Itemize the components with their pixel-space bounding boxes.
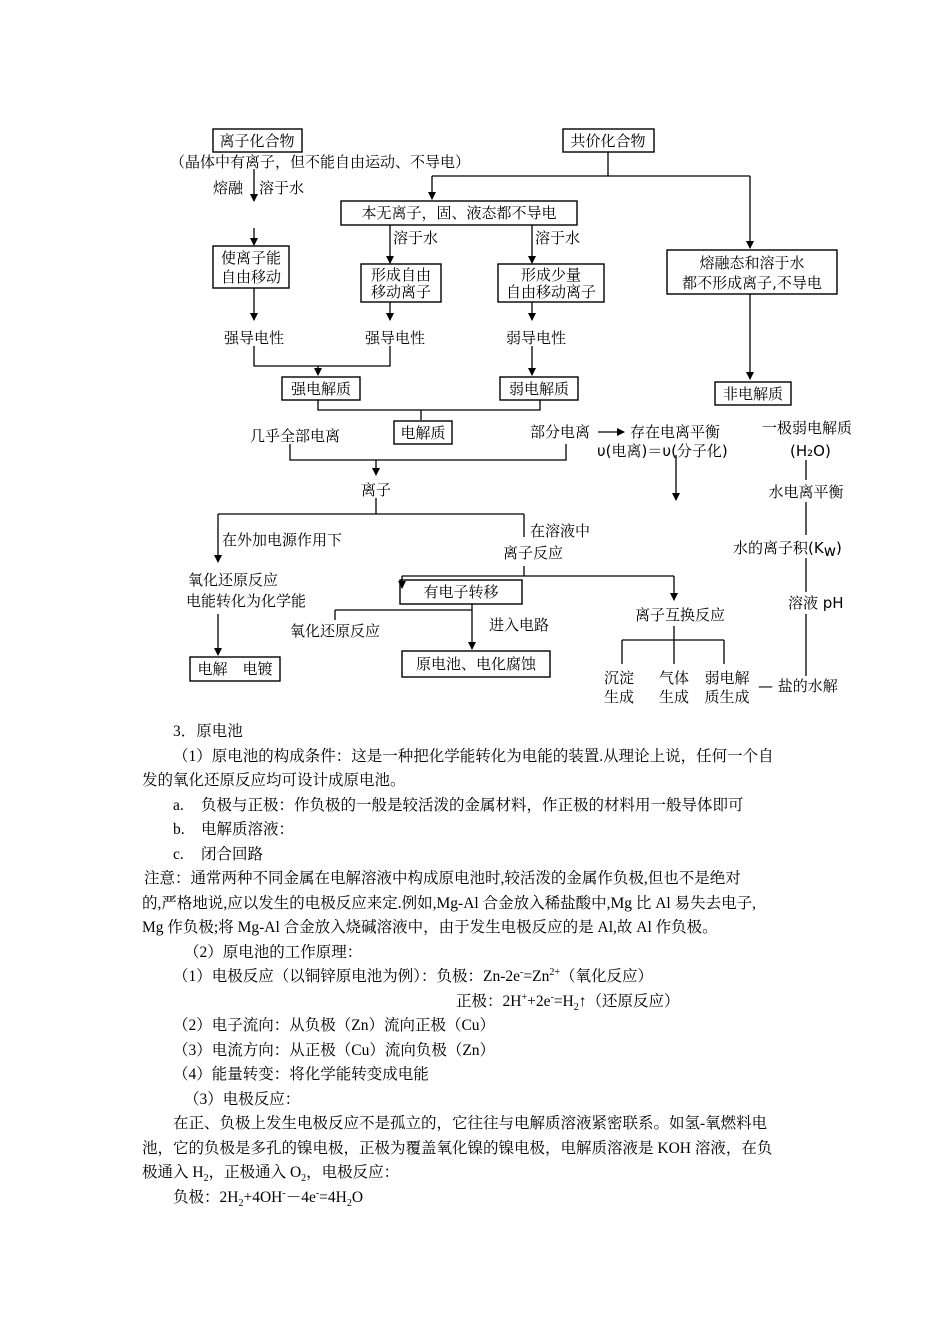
list-marker-c: c. (173, 845, 184, 863)
in-solution-label: 在溶液中 (530, 522, 591, 540)
dissolve-label-c: 溶于水 (535, 229, 581, 247)
f-sub2: 2 (346, 1197, 352, 1209)
r2-prefix: 正极：2H (456, 992, 522, 1010)
negative-electrode-reaction (142, 1186, 822, 1211)
electron-flow-line: （2）电子流向：从负极（Zn）流向正极（Cu） (173, 1017, 496, 1034)
r1-sup2: 2+ (549, 966, 560, 978)
ion-reaction-label: 离子反应 (502, 544, 564, 562)
f-b: +4OH (243, 1188, 283, 1206)
list-text-c: 闭合回路 (201, 845, 264, 863)
note-line2: 的,严格地说,应以发生的电极反应来定.例如,Mg-Al 合金放入稀盐酸中,Mg 比 Al 易失去电子, (142, 894, 756, 912)
list-item-a (142, 794, 822, 819)
list-text-b: 电解质溶液： (201, 821, 295, 838)
solution-ph-label: 溶液 pH (788, 594, 844, 612)
ionic-product-end: ) (835, 539, 842, 557)
r2-sub: 2 (573, 1001, 579, 1013)
redox-label-1: 氧化还原反应 (187, 571, 279, 589)
form-free-line2: 移动离子 (370, 283, 432, 301)
gas-line1: 气体 (658, 669, 690, 687)
weak-generate-line1: 弱电解 (704, 669, 750, 687)
dissolve-label-a: 溶于水 (259, 179, 305, 197)
p1-line1: （1）原电池的构成条件：这是一种把化学能转化为电能的装置.从理论上说，任何一个自 (173, 747, 774, 765)
r2-mid2: =H (553, 992, 574, 1010)
covalent-compound-label: 共价化合物 (570, 132, 646, 150)
no-ions-label: 本无离子，固、液态都不导电 (361, 204, 557, 222)
galvanic-cell-text (142, 720, 822, 1210)
strong-conductivity-1: 强导电性 (223, 329, 285, 347)
f-sub1: 2 (238, 1197, 244, 1209)
f-a: 负极：2H (173, 1188, 239, 1206)
precipitate-line2: 生成 (603, 688, 635, 706)
almost-full-ionization: 几乎全部电离 (250, 427, 341, 445)
ions-mobile-line2: 自由移动 (220, 268, 282, 286)
kw-subscript: w (823, 542, 836, 560)
f-c: －4e (285, 1188, 316, 1206)
no-conduct-line2: 都不形成离子,不导电 (682, 274, 822, 292)
list-text-a: 负极与正极：作负极的一般是较活泼的金属材料，作正极的材料用一般导体即可 (201, 796, 744, 814)
fuel-cell-line3 (142, 1161, 822, 1186)
weak-electrolyte-label: 弱电解质 (508, 380, 570, 398)
fuel-cell-line2: 池，它的负极是多孔的镍电极，正极为覆盖氧化镍的镍电极，电解质溶液是 KOH 溶液，在负 (142, 1139, 773, 1157)
water-formula: (H₂O) (790, 442, 831, 460)
q3a: 极通入 H (142, 1164, 204, 1181)
redox-label-3: 氧化还原反应 (290, 622, 381, 640)
reaction-line1 (142, 965, 822, 990)
dissolve-label-b: 溶于水 (393, 229, 439, 247)
ionic-compound-label: 离子化合物 (219, 132, 295, 150)
ions-mobile-line1: 使离子能 (220, 249, 282, 267)
list-item-b (142, 818, 822, 843)
weak-conductivity: 弱导电性 (505, 329, 567, 347)
ions-label: 离子 (360, 481, 392, 499)
ion-exchange-label: 离子互换反应 (634, 606, 726, 624)
note-line1: 注意：通常两种不同金属在电解溶液中构成原电池时,较活泼的金属作负极,但也不是绝对 (144, 870, 741, 887)
form-free-line1: 形成自由 (370, 266, 432, 284)
gas-line2: 生成 (658, 688, 690, 706)
electrolyte-label: 电解质 (400, 424, 446, 442)
ionic-product-label (733, 539, 842, 560)
weakest-electrolyte: 一极弱电解质 (762, 419, 853, 437)
ionization-equilibrium: 存在电离平衡 (630, 423, 721, 441)
fuel-cell-line1: 在正、负极上发生电极反应不是孤立的，它往往与电解质溶液紧密联系。如氢-氧燃料电 (173, 1115, 768, 1132)
partial-ionization: 部分电离 (530, 423, 591, 441)
electron-transfer-label: 有电子转移 (423, 583, 499, 601)
strong-electrolyte-label: 强电解质 (290, 380, 352, 398)
list-marker-a: a. (173, 796, 184, 814)
r2-sup2: - (550, 991, 554, 1003)
list-item-c (142, 843, 822, 868)
ionic-compound-note: （晶体中有离子，但不能自由运动、不导电） (170, 153, 471, 171)
weak-generate-line2: 质生成 (704, 688, 750, 706)
list-marker-b: b. (173, 821, 185, 838)
connector-lines (218, 152, 806, 676)
f-sup2: - (315, 1187, 320, 1199)
q3-sub2: 2 (301, 1173, 307, 1185)
redox-label-2: 电能转化为化学能 (185, 592, 307, 610)
precipitate-line1: 沉淀 (603, 669, 635, 687)
p1-line2: 发的氧化还原反应均可设计成原电池。 (142, 772, 406, 789)
current-direction-line: （3）电流方向：从正极（Cu）流向负极（Zn） (173, 1041, 496, 1059)
section-heading: 3．原电池 (173, 723, 243, 740)
f-sup1: - (282, 1187, 286, 1199)
form-few-line2: 自由移动离子 (505, 283, 597, 301)
r2-mid1: +2e (527, 992, 551, 1010)
enter-circuit-label: 进入电路 (489, 616, 550, 634)
r2-sup1: + (521, 991, 528, 1003)
q3-sub1: 2 (203, 1173, 209, 1185)
f-e: O (351, 1188, 364, 1206)
no-conduct-line1: 熔融态和溶于水 (699, 254, 805, 272)
q3b: ，正极通入 O (208, 1164, 302, 1181)
external-power-label: 在外加电源作用下 (222, 531, 343, 549)
f-d: =4H (319, 1188, 347, 1206)
r2-suffix: ↑（还原反应） (578, 992, 680, 1010)
electrode-reaction-heading: （3）电极反应： (184, 1090, 301, 1108)
energy-conversion-line: （4）能量转变：将化学能转变成电能 (173, 1066, 429, 1083)
ionic-product-text: 水的离子积(K (733, 539, 824, 557)
reaction-line2 (142, 990, 822, 1015)
salt-hydrolysis-label: — 盐的水解 (758, 677, 838, 695)
electrolysis-label: 电解 电镀 (197, 660, 273, 678)
r1-mid: =Zn (523, 968, 550, 985)
q3c: ，电极反应： (306, 1164, 400, 1181)
non-electrolyte-label: 非电解质 (722, 385, 784, 403)
form-few-line1: 形成少量 (520, 266, 582, 284)
melt-label: 熔融 (213, 179, 244, 197)
note-line3: Mg 作负极;将 Mg-Al 合金放入烧碱溶液中，由于发生电极反应的是 Al,故 Al 作负极。 (142, 919, 718, 936)
working-principle-heading: （2）原电池的工作原理： (184, 943, 363, 961)
galvanic-label: 原电池、电化腐蚀 (415, 655, 537, 673)
r1-suffix: （氧化反应） (559, 968, 653, 985)
r1-sup1: - (520, 966, 524, 978)
water-equilibrium: 水电离平衡 (768, 483, 844, 501)
rate-equality: υ(电离)＝υ(分子化) (597, 442, 728, 460)
strong-conductivity-2: 强导电性 (364, 329, 426, 347)
r1-prefix: （1）电极反应（以铜锌原电池为例）：负极：Zn-2e (173, 968, 521, 985)
